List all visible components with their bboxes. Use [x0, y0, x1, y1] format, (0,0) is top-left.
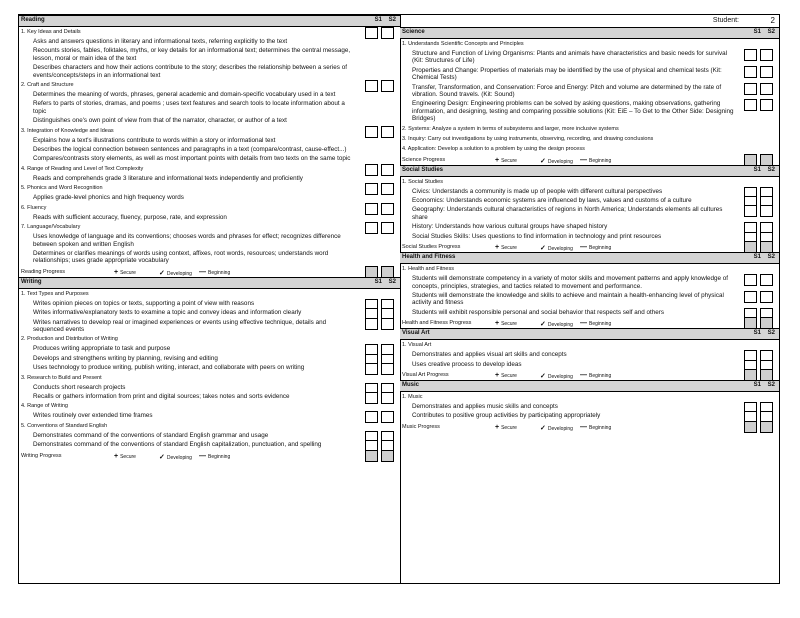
area-title: 5. Conventions of Standard English: [21, 422, 108, 429]
standard-item: [19, 99, 400, 116]
score-box-s1[interactable]: [744, 291, 757, 303]
standard-item: [19, 154, 400, 163]
standard-item: [400, 360, 779, 369]
semester-2-label: S2: [767, 166, 775, 173]
subject-title: Visual Art: [402, 330, 430, 337]
item-text: Describes characters and how their actions contribute to the story; describes the relationship between a series of events/concepts/steps in an informational text: [33, 64, 347, 79]
subject-header: [400, 27, 779, 39]
item-text: Develops and strengthens writing by planning, revising and editing: [33, 354, 218, 362]
area-title: 2. Craft and Structure: [21, 82, 74, 89]
item-text: Writes opinion pieces on topics or texts, supporting a point of view with reasons: [33, 299, 255, 307]
item-text: Determines or clarifies meanings of words using context, affixes, root words, resources; understands word relationships; uses grade appropriate vocabulary: [33, 249, 329, 265]
item-text: Writes routinely over extended time frames: [33, 412, 153, 420]
area-title: 1. Health and Fitness: [402, 266, 454, 273]
legend-symbol: —: [199, 452, 206, 460]
standard-item: [400, 308, 779, 317]
score-box-s2[interactable]: [760, 205, 773, 217]
item-text: Determines the meaning of words, phrases, general academic and domain-specific vocabulary used in a text: [33, 91, 336, 99]
developing-legend: [540, 320, 573, 328]
developing-legend: [159, 453, 192, 461]
area-title: 7. Language/Vocabulary: [21, 224, 81, 231]
legend-symbol: ✓: [540, 321, 546, 329]
subject-header: [400, 328, 779, 340]
standard-item: [400, 187, 779, 196]
item-text: Compares/contrasts story elements, as well as most important points with details from two texts on the same topic: [33, 155, 351, 163]
legend-label: Secure: [501, 424, 517, 431]
item-text: Students will exhibit responsible personal and social behavior that respects self and others: [412, 308, 665, 316]
secure-legend: [495, 157, 517, 164]
developing-legend: [540, 157, 573, 165]
item-text: Refers to parts of stories, dramas, and poems ; uses text features and search tools to locate information about a topic: [33, 100, 345, 115]
progress-row: [400, 154, 779, 165]
legend-label: Secure: [501, 157, 517, 164]
beginning-legend: [580, 320, 611, 327]
score-boxes: [744, 291, 776, 303]
score-box-s2[interactable]: [760, 66, 773, 78]
score-box-s2[interactable]: [760, 49, 773, 61]
score-boxes: [744, 83, 776, 95]
semester-1-label: S1: [374, 17, 382, 23]
standard-item: [19, 299, 400, 308]
progress-row: [19, 266, 400, 277]
legend-symbol: +: [114, 452, 119, 460]
semester-2-label: S2: [767, 330, 775, 337]
standard-area: [400, 134, 779, 144]
area-title: 4. Application: Develop a solution to a problem by using the design process: [402, 145, 585, 152]
subject-header: [400, 165, 779, 177]
standard-area: [19, 27, 400, 37]
secure-legend: [495, 320, 517, 327]
item-text: Demonstrates and applies music skills and concepts: [412, 402, 558, 410]
item-text: Students will demonstrate competency in a variety of motor skills and movement patterns and apply knowledge of concepts, principles, strategies, and tactics related to movement and performance.: [412, 275, 729, 290]
subject-header: [19, 15, 400, 27]
item-text: Civics: Understands a community is made up of people with different cultural perspectives: [412, 187, 663, 195]
item-text: Asks and answers questions in literary and informational texts, referring explicitly to the text: [33, 38, 288, 45]
semester-1-label: S1: [374, 278, 382, 285]
legend-symbol: —: [580, 423, 587, 431]
subject-header: [19, 277, 400, 289]
standard-item: [19, 232, 400, 249]
beginning-legend: [199, 453, 230, 460]
standard-item: [19, 193, 400, 202]
standard-item: [19, 431, 400, 440]
legend-symbol: +: [495, 156, 500, 164]
score-box-s1[interactable]: [744, 421, 757, 433]
standard-item: [19, 354, 400, 363]
legend-label: Developing: [166, 454, 192, 461]
score-box-s2[interactable]: [760, 83, 773, 95]
item-text: History: Understands how various cultural groups have shaped history: [412, 223, 608, 231]
item-text: Applies grade-level phonics and high frequency words: [33, 194, 184, 202]
score-box-s2[interactable]: [381, 318, 394, 330]
item-text: Produces writing appropriate to task and purpose: [33, 345, 171, 353]
standard-area: [19, 222, 400, 232]
right-column: [400, 15, 779, 583]
area-title: 2. Production and Distribution of Writing: [21, 336, 118, 343]
standard-item: [19, 308, 400, 317]
legend-label: Secure: [501, 245, 517, 252]
standard-area: [400, 264, 779, 274]
progress-row: [400, 241, 779, 252]
progress-label: Visual Art Progress: [402, 371, 449, 378]
item-text: Uses technology to produce writing, publish writing, interact, and collaborate with peers on writing: [33, 364, 305, 372]
item-text: Reads with sufficient accuracy, fluency, purpose, rate, and expression: [33, 213, 227, 221]
standard-area: [19, 126, 400, 136]
standard-item: [19, 318, 400, 335]
standard-item: [19, 440, 400, 449]
standard-area: [400, 144, 779, 154]
legend-symbol: —: [199, 268, 206, 276]
left-column: [19, 15, 401, 583]
legend-label: Secure: [501, 372, 517, 379]
item-text: Writes narratives to develop real or imagined experiences or events using effective technique, details and sequenced events: [33, 318, 327, 333]
standard-item: [400, 274, 779, 291]
secure-legend: [114, 269, 136, 276]
progress-row: [400, 421, 779, 432]
area-title: 3. Research to Build and Present: [21, 374, 102, 381]
legend-label: Beginning: [589, 157, 612, 164]
legend-symbol: +: [114, 268, 119, 276]
legend-symbol: +: [495, 244, 500, 252]
score-boxes: [744, 99, 776, 111]
score-boxes: [365, 450, 397, 462]
progress-label: Social Studies Progress: [402, 244, 461, 251]
subject-title: Music: [402, 381, 420, 388]
standard-item: [400, 232, 779, 241]
standard-item: [400, 49, 779, 66]
developing-legend: [540, 424, 573, 432]
semester-2-label: S2: [767, 254, 775, 261]
legend-symbol: ✓: [540, 372, 546, 380]
legend-symbol: +: [495, 371, 500, 379]
area-title: 1. Understands Scientific Concepts and Principles: [402, 41, 524, 47]
standard-area: [19, 289, 400, 299]
legend-label: Developing: [547, 425, 573, 432]
legend-symbol: ✓: [540, 157, 546, 165]
score-boxes: [365, 318, 397, 330]
item-text: Students will demonstrate the knowledge and skills to achieve and maintain a health-enhancing level of physical activity and fitness: [412, 291, 724, 307]
legend-symbol: ✓: [159, 453, 165, 461]
item-text: Geography: Understands cultural characteristics of regions in North America; Understands elements all cultures share: [412, 206, 723, 221]
beginning-legend: [580, 157, 611, 164]
item-text: Demonstrates command of the conventions of standard English capitalization, punctuation, and spelling: [33, 441, 322, 449]
area-title: 4. Range of Writing: [21, 403, 68, 410]
standard-item: [19, 46, 400, 63]
legend-symbol: +: [495, 423, 500, 431]
standard-item: [400, 291, 779, 308]
score-box-s1[interactable]: [744, 49, 757, 61]
standard-area: [400, 124, 779, 134]
legend-symbol: ✓: [540, 424, 546, 432]
standard-item: [19, 411, 400, 420]
item-text: Engineering Design: Engineering problems can be solved by asking questions, making observations, gathering information, and designing, testing and comparing possible solutions (Kit: EiE – To Get to the Other Side: Designing Bridges): [412, 100, 734, 123]
item-text: Uses knowledge of language and its conventions; chooses words and phrases for effect; recognizes difference between spoken and written English: [33, 233, 341, 248]
standard-item: [19, 383, 400, 392]
beginning-legend: [580, 244, 611, 251]
legend-label: Secure: [120, 453, 136, 460]
item-text: Demonstrates command of the conventions of standard English grammar and usage: [33, 431, 269, 439]
subject-header: [400, 380, 779, 392]
standard-item: [19, 63, 400, 80]
item-text: Distinguishes one's own point of view from that of the narrator, character, or author of a text: [33, 117, 287, 125]
student-label: Student:: [712, 17, 739, 24]
item-text: Economics: Understands economic systems are influenced by laws, values and customs of a culture: [412, 197, 692, 205]
area-title: 6. Fluency: [21, 204, 47, 211]
standard-item: [400, 222, 779, 231]
score-boxes: [744, 49, 776, 61]
score-box-s2[interactable]: [760, 274, 773, 286]
score-box-s1[interactable]: [744, 274, 757, 286]
score-box-s2[interactable]: [760, 291, 773, 303]
secure-legend: [495, 372, 517, 379]
legend-symbol: +: [495, 320, 500, 328]
legend-symbol: —: [580, 320, 587, 328]
semester-1-label: S1: [753, 29, 761, 35]
progress-label: Health and Fitness Progress: [402, 320, 472, 327]
subject-title: Writing: [21, 278, 42, 285]
secure-legend: [495, 424, 517, 431]
legend-symbol: —: [580, 244, 587, 252]
progress-label: Science Progress: [402, 156, 446, 163]
legend-symbol: —: [580, 371, 587, 379]
standard-area: [400, 39, 779, 49]
legend-label: Beginning: [208, 453, 231, 460]
score-box-s2[interactable]: [381, 450, 394, 462]
standard-area: [400, 177, 779, 187]
semester-1-label: S1: [753, 381, 761, 388]
item-text: Explains how a text's illustrations contribute to words within a story or informational text: [33, 136, 276, 144]
standard-item: [19, 90, 400, 99]
legend-label: Developing: [166, 270, 192, 277]
standard-area: [19, 203, 400, 213]
semester-1-label: S1: [753, 330, 761, 337]
score-box-s1[interactable]: [744, 205, 757, 217]
item-text: Conducts short research projects: [33, 383, 126, 391]
item-text: Demonstrates and applies visual art skills and concepts: [412, 351, 567, 359]
standard-item: [19, 344, 400, 353]
score-boxes: [744, 205, 776, 217]
item-text: Recalls or gathers information from print and digital sources; takes notes and sorts evidence: [33, 392, 290, 400]
standard-area: [19, 164, 400, 174]
area-title: 3. Integration of Knowledge and Ideas: [21, 127, 114, 134]
legend-label: Developing: [547, 158, 573, 165]
item-text: Describes the logical connection between sentences and paragraphs in a text (compare/contrast, cause-effect...): [33, 146, 347, 154]
standard-item: [400, 196, 779, 205]
standard-item: [400, 411, 779, 420]
semester-1-label: S1: [753, 166, 761, 173]
score-boxes: [744, 274, 776, 286]
legend-label: Beginning: [589, 424, 612, 431]
area-title: 2. Systems: Analyze a system in terms of subsystems and larger, more inclusive systems: [402, 125, 619, 132]
score-box-s1[interactable]: [744, 83, 757, 95]
standard-area: [19, 401, 400, 411]
beginning-legend: [199, 269, 230, 276]
student-number: 2: [770, 16, 775, 25]
score-box-s1[interactable]: [365, 450, 378, 462]
legend-symbol: ✓: [540, 245, 546, 253]
legend-label: Beginning: [589, 321, 612, 328]
beginning-legend: [580, 424, 611, 431]
standard-item: [19, 136, 400, 145]
score-box-s2[interactable]: [760, 99, 773, 111]
legend-label: Beginning: [589, 245, 612, 252]
subject-title: Reading: [21, 17, 45, 23]
standard-area: [19, 80, 400, 90]
score-box-s1[interactable]: [365, 318, 378, 330]
standard-item: [19, 116, 400, 125]
beginning-legend: [580, 372, 611, 379]
area-title: 1. Music: [402, 393, 423, 400]
standard-item: [400, 99, 779, 123]
score-boxes: [744, 421, 776, 433]
legend-label: Secure: [120, 269, 136, 276]
area-title: 3. Inquiry: Carry out investigations by using instruments, observing, recording, and drawing conclusions: [402, 135, 654, 142]
legend-symbol: —: [580, 156, 587, 164]
legend-label: Beginning: [208, 269, 231, 276]
legend-label: Beginning: [589, 372, 612, 379]
score-box-s2[interactable]: [760, 421, 773, 433]
item-text: Writes informative/explanatory texts to examine a topic and convey ideas and information clearly: [33, 309, 302, 317]
item-text: Properties and Change: Properties of materials may be identified by the use of physical and chemical tests (Kit: Chemical Tests): [412, 66, 722, 82]
developing-legend: [159, 269, 192, 277]
item-text: Structure and Function of Living Organisms: Plants and animals have characteristics and basic needs for survival (Kit: Structures of Life): [412, 50, 727, 65]
developing-legend: [540, 244, 573, 252]
legend-label: Developing: [547, 246, 573, 253]
report-card-sheet: [18, 14, 780, 584]
subject-title: Science: [402, 29, 425, 35]
subject-title: Social Studies: [402, 166, 444, 173]
item-text: Uses creative process to develop ideas: [412, 360, 522, 368]
progress-label: Music Progress: [402, 423, 440, 430]
area-title: 1. Key Ideas and Details: [21, 29, 81, 35]
standard-item: [19, 392, 400, 401]
semester-2-label: S2: [767, 381, 775, 388]
developing-legend: [540, 372, 573, 380]
item-text: Contributes to positive group activities by participating appropriately: [412, 412, 601, 420]
legend-symbol: ✓: [159, 269, 165, 277]
standard-area: [19, 373, 400, 383]
score-box-s1[interactable]: [744, 66, 757, 78]
progress-row: [19, 450, 400, 461]
legend-label: Secure: [501, 321, 517, 328]
semester-2-label: S2: [388, 17, 396, 23]
standard-area: [400, 392, 779, 402]
standard-item: [19, 363, 400, 372]
semester-2-label: S2: [767, 29, 775, 35]
progress-row: [400, 317, 779, 328]
subject-header: [400, 252, 779, 264]
standard-item: [400, 350, 779, 359]
student-header: [400, 15, 779, 27]
standard-item: [400, 83, 779, 100]
standard-area: [400, 340, 779, 350]
subject-title: Health and Fitness: [402, 254, 456, 261]
standard-item: [19, 145, 400, 154]
standard-item: [19, 213, 400, 222]
standard-item: [400, 66, 779, 83]
standard-item: [400, 402, 779, 411]
score-boxes: [744, 66, 776, 78]
semester-2-label: S2: [388, 278, 396, 285]
standard-item: [19, 249, 400, 266]
semester-1-label: S1: [753, 254, 761, 261]
standard-area: [19, 334, 400, 344]
score-box-s1[interactable]: [744, 99, 757, 111]
item-text: Reads and comprehends grade 3 literature and informational texts independently and proficiently: [33, 174, 303, 182]
progress-label: Writing Progress: [21, 452, 62, 459]
legend-label: Developing: [547, 373, 573, 380]
area-title: 4. Range of Reading and Level of Text Complexity: [21, 165, 144, 172]
standard-area: [19, 421, 400, 431]
item-text: Social Studies Skills: Uses questions to find information in technology and print resources: [412, 232, 662, 240]
secure-legend: [495, 244, 517, 251]
area-title: 1. Text Types and Purposes: [21, 290, 89, 297]
progress-label: Reading Progress: [21, 268, 66, 275]
secure-legend: [114, 453, 136, 460]
standard-item: [400, 205, 779, 222]
legend-label: Developing: [547, 322, 573, 329]
item-text: Recounts stories, fables, folktales, myths, or key details for an informational text; determines the central message, lesson, moral or main idea of the text: [33, 47, 351, 62]
area-title: 5. Phonics and Word Recognition: [21, 185, 103, 192]
standard-item: [19, 174, 400, 183]
item-text: Transfer, Transformation, and Conservation: Force and Energy: Pitch and volume are determined by the rate of vibration. Sound travels. (Kit: Sound): [412, 83, 722, 99]
area-title: 1. Visual Art: [402, 342, 432, 349]
progress-row: [400, 369, 779, 380]
standard-area: [19, 183, 400, 193]
area-title: 1. Social Studies: [402, 178, 443, 185]
standard-item: [19, 37, 400, 46]
